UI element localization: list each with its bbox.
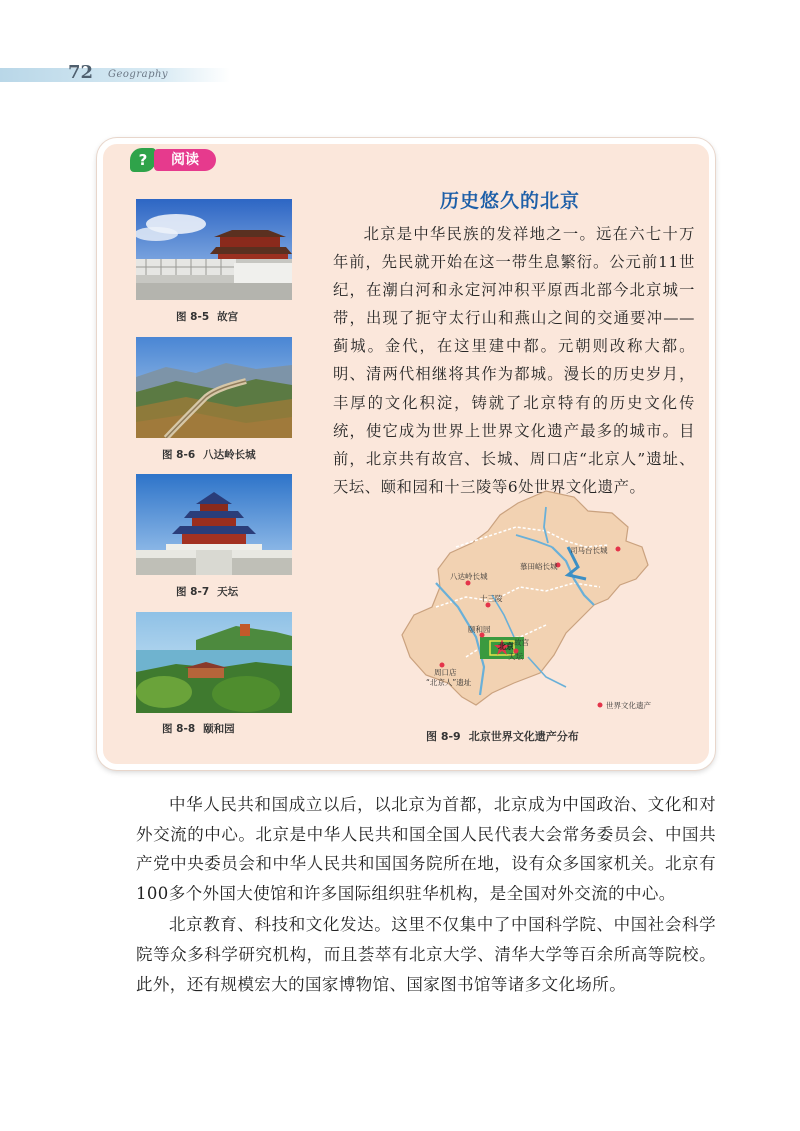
map-label-mutianyu: 慕田峪长城 xyxy=(520,562,558,571)
map-label-beijing: 北京 xyxy=(498,642,514,651)
figure-name: 天坛 xyxy=(217,586,239,598)
photo-temple-of-heaven xyxy=(136,474,292,575)
summer-palace-image xyxy=(136,612,292,713)
figure-caption xyxy=(176,309,238,324)
figure-number: 图 8-7 xyxy=(176,586,210,598)
photo-forbidden-city xyxy=(136,199,292,300)
paragraph: 北京教育、科技和文化发达。这里不仅集中了中国科学院、中国社会科学院等众多科学研究机构，而且荟萃有北京大学、清华大学等百余所高等院校。此外，还有规模宏大的国家博物馆、国家图书馆等诸多文化场所。 xyxy=(136,915,716,994)
figure-caption xyxy=(162,447,256,462)
figure-name: 北京世界文化遗产分布 xyxy=(468,730,579,743)
figure-name: 故宫 xyxy=(217,311,239,323)
figure-number: 图 8-9 xyxy=(426,730,461,743)
beijing-heritage-map xyxy=(396,487,696,723)
map-legend-label: 世界文化遗产 xyxy=(606,701,651,710)
figure-name: 颐和园 xyxy=(203,723,235,735)
map-label-shisanling: 十三陵 xyxy=(480,594,503,603)
forbidden-city-image xyxy=(136,199,292,300)
map-label-zhoukoudian: 周口店 xyxy=(434,668,457,677)
map-label-simatai: 司马台长城 xyxy=(570,546,608,555)
map-label-tiantan: 天坛 xyxy=(508,652,523,661)
question-icon: ? xyxy=(130,148,156,172)
map-graphic xyxy=(396,487,696,723)
temple-of-heaven-image xyxy=(136,474,292,575)
page-header xyxy=(0,60,800,90)
running-head: Geography xyxy=(108,69,169,80)
reading-badge xyxy=(130,148,216,172)
page-number: 72 xyxy=(68,62,94,83)
figure-number: 图 8-6 xyxy=(162,449,196,461)
figure-caption xyxy=(176,584,238,599)
photo-summer-palace xyxy=(136,612,292,713)
map-label-peking-man: “北京人”遗址 xyxy=(426,678,472,687)
paragraph: 中华人民共和国成立以后，以北京为首都，北京成为中国政治、文化和对外交流的中心。北京是中华人民共和国全国人民代表大会常务委员会、中国共产党中央委员会和中华人民共和国国务院所在地，设有众多国家机关。北京有100多个外国大使馆和许多国际组织驻华机构，是全国对外交流的中心。 xyxy=(136,795,716,903)
figure-caption xyxy=(162,721,235,736)
badge-label: 阅读 xyxy=(154,149,216,171)
great-wall-image xyxy=(136,337,292,438)
map-label-yiheyuan: 颐和园 xyxy=(468,625,491,634)
map-caption xyxy=(426,728,579,744)
map-label-gugong: 故宫 xyxy=(514,638,529,647)
photo-great-wall xyxy=(136,337,292,438)
map-label-badaling: 八达岭长城 xyxy=(450,572,488,581)
body-text xyxy=(136,790,716,999)
reading-title: 历史悠久的北京 xyxy=(440,190,581,212)
figure-number: 图 8-8 xyxy=(162,723,196,735)
figure-name: 八达岭长城 xyxy=(203,449,256,461)
reading-text: 北京是中华民族的发祥地之一。远在六七十万年前，先民就开始在这一带生息繁衍。公元前11世纪，在潮白河和永定河冲积平原西北部今北京城一带，出现了扼守太行山和燕山之间的交通要冲——蓟城。金代，在这里建中都。元朝则改称大都。明、清两代相继将其作为都城。漫长的历史岁月，丰厚的文化积淀，铸就了北京特有的历史文化传统，使它成为世界上世界文化遗产最多的城市。目前，北京共有故宫、长城、周口店“北京人”遗址、天坛、颐和园和十三陵等6处世界文化遗产。 xyxy=(333,225,695,496)
figure-number: 图 8-5 xyxy=(176,311,210,323)
